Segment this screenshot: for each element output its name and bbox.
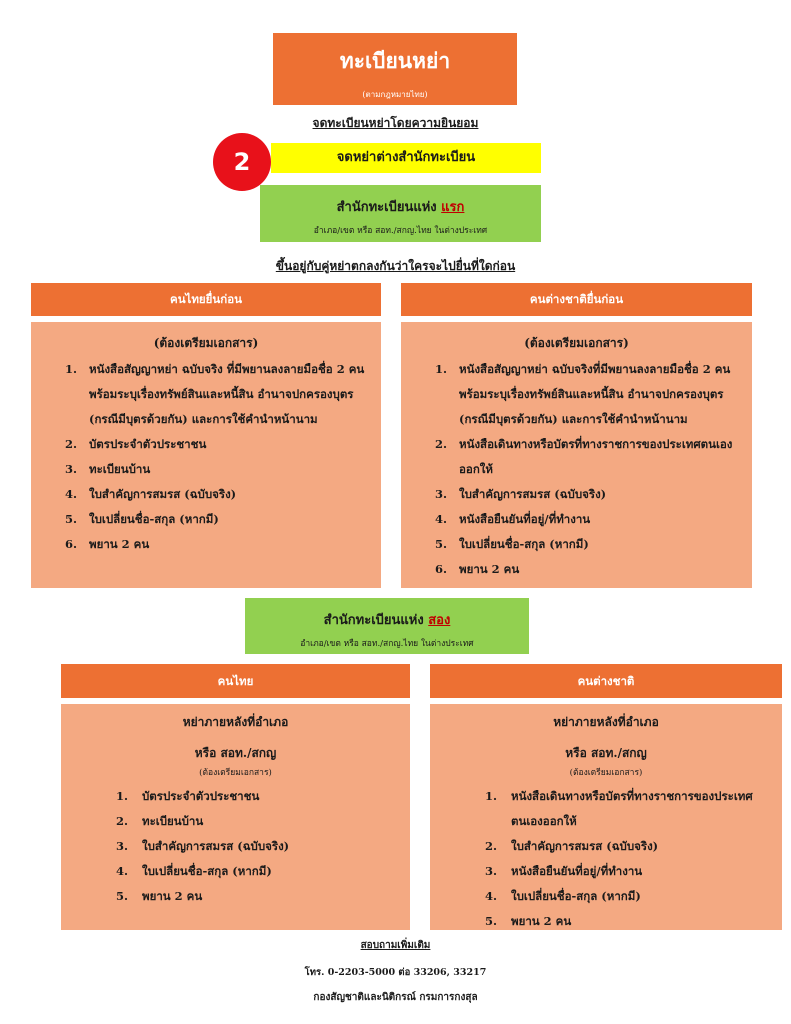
first-office-prefix: สำนักทะเบียนแห่ง	[336, 200, 442, 215]
page-subtitle: (ตามกฎหมายไทย)	[362, 90, 428, 99]
list-item-number: 5.	[485, 914, 498, 928]
list-item-text: บัตรประจำตัวประชาชน	[142, 789, 260, 803]
second-office-note: อำเภอ/เขต หรือ สอท./สกญ.ไทย ในต่างประเทศ	[300, 639, 474, 649]
list-item	[435, 357, 752, 432]
thai-first-document-list	[65, 357, 381, 557]
list-item-number: 1.	[485, 789, 498, 803]
list-item-text: บัตรประจำตัวประชาชน	[89, 437, 207, 451]
second-office-box	[245, 598, 529, 654]
list-item-number: 3.	[65, 462, 78, 476]
foreign-first-panel	[401, 322, 752, 588]
thai-panel	[61, 704, 410, 930]
list-item-text: หนังสือยืนยันที่อยู่/ที่ทำงาน	[459, 512, 591, 526]
list-item	[65, 482, 381, 507]
foreign-first-document-list	[435, 357, 752, 582]
list-item	[65, 532, 381, 557]
list-item-number: 3.	[435, 487, 448, 501]
list-item-number: 2.	[435, 437, 448, 451]
list-item-number: 4.	[65, 487, 78, 501]
list-item-text: พยาน 2 คน	[89, 537, 150, 551]
foreign-line2: หรือ สอท./สกญ	[565, 746, 647, 760]
list-item	[485, 784, 782, 834]
second-office-highlight: สอง	[428, 613, 451, 628]
thai-first-prepare: (ต้องเตรียมเอกสาร)	[153, 336, 259, 350]
thai-heading: คนไทย	[61, 664, 410, 698]
list-item	[435, 557, 752, 582]
list-item	[65, 507, 381, 532]
list-item-number: 2.	[116, 814, 129, 828]
list-item-text: พยาน 2 คน	[459, 562, 520, 576]
list-item-text: ใบสำคัญการสมรส (ฉบับจริง)	[511, 839, 659, 853]
list-item	[435, 432, 752, 482]
footer-department: กองสัญชาติและนิติกรณ์ กรมการกงสุล	[313, 992, 478, 1003]
thai-line2: หรือ สอท./สกญ	[194, 746, 277, 760]
section-subheading: จดทะเบียนหย่าโดยความยินยอม	[312, 116, 479, 130]
list-item-text: หนังสือยืนยันที่อยู่/ที่ทำงาน	[511, 864, 643, 878]
foreign-first-prepare: (ต้องเตรียมเอกสาร)	[524, 336, 629, 350]
list-item	[65, 457, 381, 482]
list-item-text: หนังสือสัญญาหย่า ฉบับจริง ที่มีพยานลงลายมือชื่อ 2 คน พร้อมระบุเรื่องทรัพย์สินและหนี้สิน อำนาจปกครองบุตร (กรณีมีบุตรด้วยกัน) และการใช้คำนำหน้านาม	[89, 362, 365, 426]
list-item	[435, 507, 752, 532]
list-item-text: พยาน 2 คน	[142, 889, 203, 903]
list-item	[485, 859, 782, 884]
first-office-title	[260, 196, 541, 217]
list-item-number: 5.	[116, 889, 129, 903]
second-office-title	[245, 609, 529, 630]
list-item	[116, 784, 410, 809]
list-item-number: 1.	[116, 789, 129, 803]
list-item-text: ทะเบียนบ้าน	[142, 814, 204, 828]
title-banner	[273, 33, 517, 105]
list-item-number: 3.	[116, 839, 129, 853]
list-item-number: 6.	[435, 562, 448, 576]
depends-note: ขึ้นอยู่กับคู่หย่าตกลงกันว่าใครจะไปยื่นที่ใดก่อน	[275, 259, 516, 273]
foreign-first-heading: คนต่างชาติยื่นก่อน	[401, 283, 752, 316]
second-office-prefix: สำนักทะเบียนแห่ง	[323, 613, 429, 628]
first-office-highlight: แรก	[441, 200, 465, 215]
list-item-number: 6.	[65, 537, 78, 551]
list-item-text: หนังสือเดินทางหรือบัตรที่ทางราชการของประเทศตนเองออกให้	[459, 437, 733, 476]
list-item	[485, 884, 782, 909]
list-item-text: ทะเบียนบ้าน	[89, 462, 151, 476]
list-item-text: ใบสำคัญการสมรส (ฉบับจริง)	[142, 839, 290, 853]
first-office-box	[260, 185, 541, 242]
footer-phone: โทร. 0-2203-5000 ต่อ 33206, 33217	[304, 967, 487, 978]
list-item-text: ใบเปลี่ยนชื่อ-สกุล (หากมี)	[459, 537, 589, 551]
list-item-number: 3.	[485, 864, 498, 878]
list-item-text: ใบสำคัญการสมรส (ฉบับจริง)	[459, 487, 607, 501]
list-item-text: ใบเปลี่ยนชื่อ-สกุล (หากมี)	[511, 889, 641, 903]
list-item-number: 2.	[485, 839, 498, 853]
list-item	[435, 482, 752, 507]
list-item-number: 4.	[116, 864, 129, 878]
list-item	[485, 909, 782, 934]
list-item	[116, 809, 410, 834]
list-item	[485, 834, 782, 859]
step-number-badge: 2	[213, 133, 271, 191]
list-item-number: 4.	[485, 889, 498, 903]
list-item-number: 5.	[435, 537, 448, 551]
list-item-text: ใบเปลี่ยนชื่อ-สกุล (หากมี)	[89, 512, 219, 526]
foreign-heading: คนต่างชาติ	[430, 664, 782, 698]
list-item	[65, 357, 381, 432]
foreign-panel	[430, 704, 782, 930]
thai-document-list	[116, 784, 410, 909]
step-label: จดหย่าต่างสำนักทะเบียน	[271, 143, 541, 173]
list-item-text: หนังสือเดินทางหรือบัตรที่ทางราชการของประเทศตนเองออกให้	[511, 789, 753, 828]
list-item-text: ใบเปลี่ยนชื่อ-สกุล (หากมี)	[142, 864, 272, 878]
thai-line1: หย่าภายหลังที่อำเภอ	[182, 715, 289, 729]
thai-first-heading: คนไทยยื่นก่อน	[31, 283, 381, 316]
list-item-text: พยาน 2 คน	[511, 914, 572, 928]
list-item-text: หนังสือสัญญาหย่า ฉบับจริงที่มีพยานลงลายมือชื่อ 2 คน พร้อมระบุเรื่องทรัพย์สินและหนี้สิน อำนาจปกครองบุตร (กรณีมีบุตรด้วยกัน) และการใช้คำนำหน้านาม	[459, 362, 731, 426]
list-item-text: ใบสำคัญการสมรส (ฉบับจริง)	[89, 487, 237, 501]
list-item	[116, 884, 410, 909]
list-item	[435, 532, 752, 557]
footer	[0, 938, 791, 1005]
foreign-document-list	[485, 784, 782, 934]
list-item	[116, 859, 410, 884]
list-item-number: 1.	[435, 362, 448, 376]
first-office-note: อำเภอ/เขต หรือ สอท./สกญ.ไทย ในต่างประเทศ	[313, 226, 488, 236]
footer-inquiry: สอบถามเพิ่มเติม	[360, 940, 431, 951]
foreign-prepare: (ต้องเตรียมเอกสาร)	[569, 768, 643, 778]
list-item	[65, 432, 381, 457]
page-title: ทะเบียนหย่า	[339, 48, 451, 73]
foreign-line1: หย่าภายหลังที่อำเภอ	[553, 715, 659, 729]
list-item-number: 2.	[65, 437, 78, 451]
list-item-number: 4.	[435, 512, 448, 526]
list-item-number: 1.	[65, 362, 78, 376]
list-item	[116, 834, 410, 859]
list-item-number: 5.	[65, 512, 78, 526]
thai-prepare: (ต้องเตรียมเอกสาร)	[199, 768, 272, 778]
thai-first-panel	[31, 322, 381, 588]
